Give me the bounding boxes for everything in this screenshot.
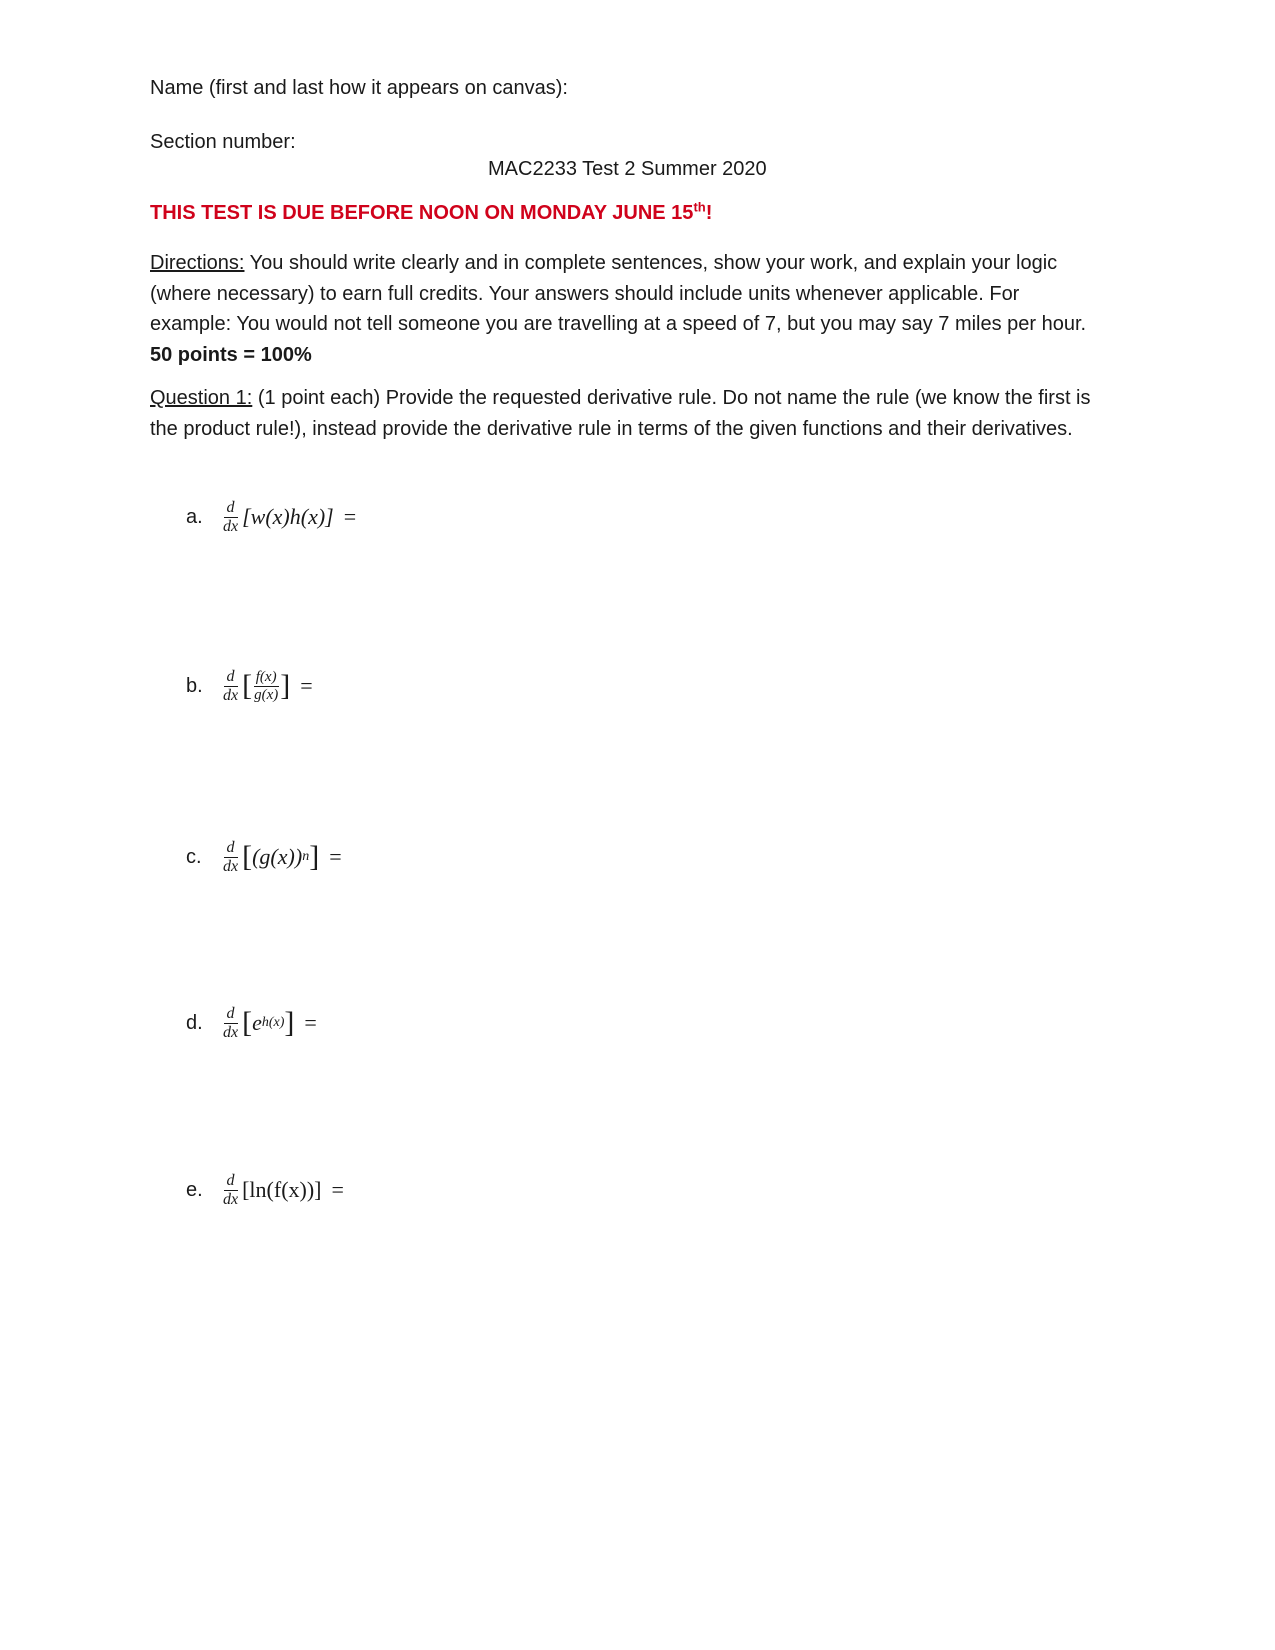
derivative-num: d [224,499,238,518]
quotient-num: f(x) [255,668,277,685]
expr: [w(x)h(x)] [242,504,334,529]
expr: (g(x)) [252,844,303,869]
exponent: n [302,849,310,864]
derivative-den: dx [223,857,239,875]
derivative-expression [222,499,356,536]
derivative-expression [222,839,342,876]
item-letter: b. [186,674,203,697]
derivative-operator [222,1172,239,1209]
derivative-den: dx [223,1190,239,1208]
item-letter: c. [186,845,202,868]
item-b [186,656,313,716]
directions-body: You should write clearly and in complete sentences, show your work, and explain your logic (where necessary) to earn full credits. Your answers should include units whenever applicable. For example: You would not tell someone you are travelling at a speed of 7, but you may say 7 miles per hour. [150,252,1087,335]
derivative-operator [222,839,239,876]
right-bracket: ] [280,669,291,702]
derivative-expression [222,1172,344,1209]
derivative-expression [222,668,313,705]
equals-sign: = [331,1177,344,1202]
name-line: Name (first and last how it appears on canvas): [150,77,568,99]
question1-body: (1 point each) Provide the requested derivative rule. Do not name the rule (we know the first is the product rule!), instead provide the derivative rule in terms of the given functions and their derivatives. [150,387,1091,440]
test-title: MAC2233 Test 2 Summer 2020 [488,158,767,180]
derivative-expression [222,1005,317,1042]
item-letter: a. [186,505,203,528]
item-c [186,827,342,887]
equals-sign: = [329,844,342,869]
directions-paragraph [150,248,1105,370]
question1-label: Question 1: [150,387,253,409]
question1-paragraph [150,383,1105,444]
derivative-num: d [224,668,238,687]
due-notice-text: THIS TEST IS DUE BEFORE NOON ON MONDAY JUNE 15 [150,202,694,224]
left-bracket: [ [242,840,253,873]
right-bracket: ] [309,840,320,873]
derivative-den: dx [223,686,239,704]
quotient [252,669,280,704]
derivative-operator [222,1005,239,1042]
derivative-operator [222,499,239,536]
right-bracket: ] [284,1006,295,1039]
left-bracket: [ [242,669,253,702]
derivative-num: d [224,839,238,858]
item-letter: e. [186,1178,203,1201]
item-e [186,1160,344,1220]
equals-sign: = [343,504,357,529]
exponent: h(x) [261,1015,285,1030]
directions-label: Directions: [150,252,245,274]
base: e [252,1010,262,1035]
equals-sign: = [304,1010,317,1035]
points-total: 50 points = 100% [150,343,312,366]
derivative-num: d [224,1005,238,1024]
due-notice [150,198,712,228]
due-notice-end: ! [705,202,713,224]
section-line: Section number: [150,131,296,153]
item-letter: d. [186,1011,203,1034]
derivative-num: d [224,1172,238,1191]
item-a [186,487,356,547]
derivative-operator [222,668,239,705]
derivative-den: dx [223,1023,239,1041]
left-bracket: [ [242,1006,253,1039]
item-d [186,993,317,1053]
quotient-den: g(x) [254,686,279,703]
derivative-den: dx [223,517,239,535]
due-notice-suffix: th [693,199,706,215]
expr: [ln(f(x))] [242,1177,322,1202]
equals-sign: = [300,673,313,698]
